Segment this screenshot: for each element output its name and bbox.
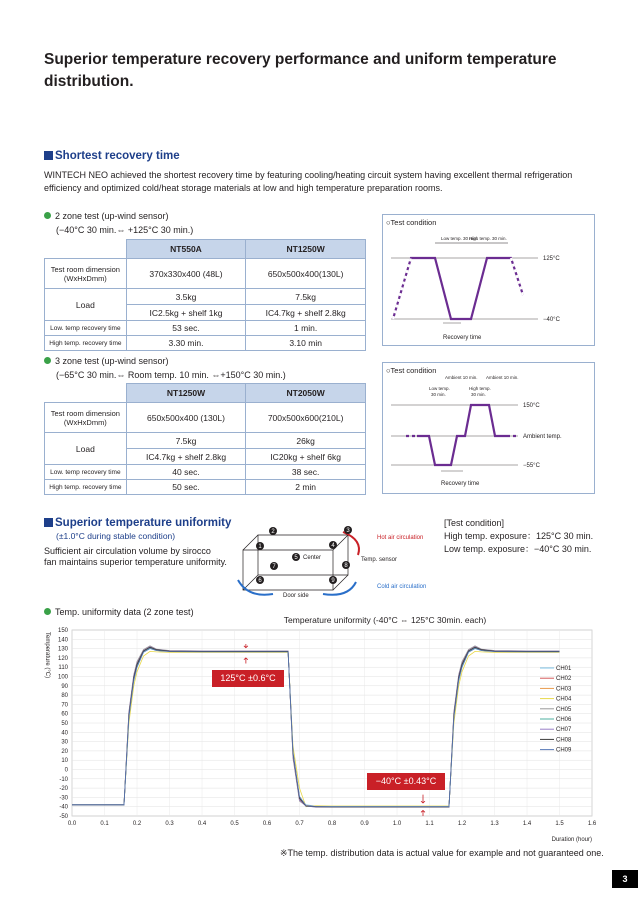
legend-label-ch08: CH08 xyxy=(556,737,572,744)
test3-dim-label-1: Test room dimension xyxy=(50,408,120,418)
test3-high-1: 50 sec. xyxy=(126,480,246,495)
arrow-down-icon xyxy=(421,795,425,803)
test2-high-note: High temp. 30 min. xyxy=(469,236,507,241)
series-line-ch03 xyxy=(72,648,560,807)
green-bullet-icon xyxy=(44,357,51,364)
low-annotation: −40°C ±0.43°C xyxy=(367,773,445,790)
point-1: 1 xyxy=(258,544,262,550)
y-tick-label: 10 xyxy=(61,758,68,765)
x-tick-label: 0.0 xyxy=(67,821,77,827)
high-annotation: 125°C ±0.6°C xyxy=(212,670,284,687)
cond-low: Low temp. exposure：−40°C 30 min. xyxy=(444,544,592,554)
y-tick-label: 80 xyxy=(61,693,68,700)
x-tick-label: 0.5 xyxy=(230,821,239,827)
uniformity-desc-2: fan maintains superior temperature uniformity. xyxy=(44,557,227,567)
arrow-down-icon xyxy=(244,644,248,648)
chamber-diagram xyxy=(228,520,438,602)
hot-air-label: Hot air circulation xyxy=(377,535,424,541)
recovery-description: WINTECH NEO achieved the shortest recovery time by featuring cooling/heating circuit system having excellent thermal refrigeration efficiency and optimized cold/heat storage materials at low and high temperature preparation rooms. xyxy=(44,170,573,193)
series-line-ch05 xyxy=(72,646,560,807)
y-tick-label: 20 xyxy=(61,748,68,755)
recovery-heading-text: Shortest recovery time xyxy=(55,150,180,162)
y-tick-label: 130 xyxy=(57,646,68,653)
square-bullet-icon xyxy=(44,151,53,160)
series-line-ch02 xyxy=(72,647,560,807)
y-tick-label: 120 xyxy=(57,655,68,662)
test2-load-label: Load xyxy=(45,289,127,321)
y-tick-label: 90 xyxy=(61,683,68,690)
test2-low-note: Low temp. 30 min. xyxy=(441,236,478,241)
test2-low-2: 1 min. xyxy=(246,321,366,336)
test2-title-text: 2 zone test (up-wind sensor) xyxy=(55,211,169,221)
x-tick-label: 0.7 xyxy=(295,821,304,827)
y-tick-label: -50 xyxy=(59,814,68,820)
point-9: 9 xyxy=(331,578,335,584)
test3-title xyxy=(44,355,169,368)
y-tick-label: 40 xyxy=(61,730,68,737)
series-line-ch04 xyxy=(72,651,560,806)
test2-load-2b: IC4.7kg + shelf 2.8kg xyxy=(246,305,366,321)
square-bullet-icon xyxy=(44,518,53,527)
x-tick-label: 1.2 xyxy=(457,821,467,827)
x-tick-label: 1.1 xyxy=(425,821,434,827)
test2-table xyxy=(44,239,366,351)
legend-label-ch05: CH05 xyxy=(556,706,572,713)
x-tick-label: 1.6 xyxy=(587,821,597,827)
test3-condition: (−65°C 30 min.⇔ Room temp. 10 min. ⇔+150°C 30 min.) xyxy=(56,370,286,380)
chart-title: Temperature uniformity (-40°C ⇔ 125°C 30min. each) xyxy=(283,615,487,625)
test3-cond-graph xyxy=(383,363,594,493)
series-line-ch01 xyxy=(72,649,560,807)
test2-cond-title: ○Test condition xyxy=(386,218,437,227)
x-tick-label: 0.9 xyxy=(360,821,369,827)
y-tick-label: 150 xyxy=(57,628,68,634)
test2-cond-graph xyxy=(383,215,594,345)
test3-upper: 150°C xyxy=(523,403,540,409)
point-4: 4 xyxy=(331,543,335,549)
series-line-ch07 xyxy=(72,647,560,807)
test2-condition: (−40°C 30 min.⇔ +125°C 30 min.) xyxy=(56,225,194,235)
test3-high-label: High temp. recovery time xyxy=(45,480,127,495)
test3-model-2: NT2050W xyxy=(246,384,366,403)
x-axis-label: Duration (hour) xyxy=(551,837,592,843)
test3-ambient: Ambient temp. xyxy=(523,434,562,440)
y-tick-label: 110 xyxy=(58,665,68,672)
x-tick-label: 0.6 xyxy=(262,821,272,827)
test2-model-1: NT550A xyxy=(126,240,246,259)
recovery-heading xyxy=(44,150,180,162)
legend-label-ch04: CH04 xyxy=(556,696,572,703)
door-side-label: Door side xyxy=(283,593,309,599)
green-bullet-icon xyxy=(44,212,51,219)
test2-dim-1: 370x330x400 (48L) xyxy=(126,259,246,289)
test3-ambient2: Ambient 10 min. xyxy=(486,375,519,380)
test2-dim-label-2: (WxHxDmm) xyxy=(63,273,107,283)
x-tick-label: 0.8 xyxy=(327,821,337,827)
cond-title: [Test condition] xyxy=(444,518,505,528)
test2-dim-label xyxy=(45,259,127,289)
footnote: ※The temp. distribution data is actual value for example and not guaranteed one. xyxy=(280,848,604,858)
test3-load-2a: 26kg xyxy=(246,433,366,449)
test3-high-note-1: High temp. xyxy=(469,386,491,391)
test3-dim-label xyxy=(45,403,127,433)
test2-dim-2: 650x500x400(130L) xyxy=(246,259,366,289)
test3-model-1: NT1250W xyxy=(126,384,246,403)
test3-low-note-1: Low temp. xyxy=(429,386,450,391)
test2-load-1a: 3.5kg xyxy=(126,289,246,305)
uniformity-heading xyxy=(44,517,231,529)
test3-low-1: 40 sec. xyxy=(126,465,246,480)
y-tick-label: -20 xyxy=(59,786,68,793)
arrow-up-icon xyxy=(244,658,248,664)
test2-lower: −40°C xyxy=(543,317,560,323)
y-tick-label: -10 xyxy=(59,776,68,783)
point-7: 7 xyxy=(272,564,276,570)
test3-title-text: 3 zone test (up-wind sensor) xyxy=(55,356,169,366)
series-line-ch06 xyxy=(72,648,560,807)
test2-low-label: Low. temp recovery time xyxy=(45,321,127,336)
legend-label-ch06: CH06 xyxy=(556,717,572,723)
test3-dim-2: 700x500x600(210L) xyxy=(246,403,366,433)
legend-label-ch01: CH01 xyxy=(556,666,572,672)
point-6: 6 xyxy=(258,578,262,584)
test2-load-1b: IC2.5kg + shelf 1kg xyxy=(126,305,246,321)
test3-table xyxy=(44,383,366,495)
test3-dim-1: 650x500x400 (130L) xyxy=(126,403,246,433)
test3-load-1b: IC4.7kg + shelf 2.8kg xyxy=(126,449,246,465)
legend-label-ch03: CH03 xyxy=(556,686,572,693)
series-line-ch09 xyxy=(72,648,560,806)
test3-condition-diagram xyxy=(382,362,595,494)
test2-upper: 125°C xyxy=(543,256,560,262)
test2-title xyxy=(44,210,169,223)
test3-high-note-2: 30 min. xyxy=(471,392,486,397)
test3-load-2b: IC20kg + shelf 6kg xyxy=(246,449,366,465)
x-tick-label: 0.4 xyxy=(197,821,207,827)
test3-ambient1: Ambient 10 min. xyxy=(445,375,478,380)
x-tick-label: 1.0 xyxy=(392,821,402,827)
test2-dim-label-1: Test room dimension xyxy=(50,264,120,274)
x-tick-label: 0.1 xyxy=(100,821,109,827)
y-tick-label: -30 xyxy=(59,795,68,802)
uniformity-sub: (±1.0°C during stable condition) xyxy=(56,531,176,541)
x-tick-label: 0.3 xyxy=(165,821,174,827)
test2-recovery: Recovery time xyxy=(443,335,482,341)
test2-high-2: 3.10 min xyxy=(246,336,366,351)
test2-condition-diagram xyxy=(382,214,595,346)
point-5: 5 xyxy=(294,555,298,561)
test3-dim-label-2: (WxHxDmm) xyxy=(63,417,107,427)
y-tick-label: 0 xyxy=(64,767,68,774)
legend-label-ch07: CH07 xyxy=(556,727,572,734)
y-tick-label: 60 xyxy=(61,711,68,718)
y-tick-label: 140 xyxy=(57,637,68,644)
test3-low-2: 38 sec. xyxy=(246,465,366,480)
temp-sensor-label: Temp. sensor xyxy=(361,557,398,563)
point-2: 2 xyxy=(271,529,275,535)
test2-low-1: 53 sec. xyxy=(126,321,246,336)
center-label: Center xyxy=(303,555,322,561)
y-tick-label: 70 xyxy=(61,702,68,709)
point-3: 3 xyxy=(346,528,350,534)
test2-high-label: High temp. recovery time xyxy=(45,336,127,351)
x-tick-label: 1.4 xyxy=(522,821,532,827)
uniformity-chart xyxy=(0,612,638,848)
test2-load-2a: 7.5kg xyxy=(246,289,366,305)
test3-low-note-2: 30 min. xyxy=(431,392,446,397)
page-number: 3 xyxy=(612,870,638,888)
test3-load-label: Load xyxy=(45,433,127,465)
legend-label-ch02: CH02 xyxy=(556,676,572,683)
test3-lower: −55°C xyxy=(523,463,540,469)
test3-load-1a: 7.5kg xyxy=(126,433,246,449)
test2-model-2: NT1250W xyxy=(246,240,366,259)
y-tick-label: -40 xyxy=(59,804,68,811)
page-title: Superior temperature recovery performance and uniform temperature distribution. xyxy=(44,51,557,90)
y-tick-label: 100 xyxy=(57,674,68,681)
x-tick-label: 0.2 xyxy=(132,821,142,827)
cond-high: High temp. exposure：125°C 30 min. xyxy=(444,531,594,541)
uniformity-heading-text: Superior temperature uniformity xyxy=(55,517,232,529)
test3-cond-title: ○Test condition xyxy=(386,366,437,375)
test3-high-2: 2 min xyxy=(246,480,366,495)
y-tick-label: 50 xyxy=(61,721,68,727)
uniformity-desc-1: Sufficient air circulation volume by sirocco xyxy=(44,546,211,556)
arrow-up-icon xyxy=(421,810,425,816)
point-8: 8 xyxy=(344,563,348,569)
test3-recovery: Recovery time xyxy=(441,481,480,487)
series-line-ch08 xyxy=(72,647,560,807)
x-tick-label: 1.3 xyxy=(490,821,499,827)
test2-high-1: 3.30 min. xyxy=(126,336,246,351)
test3-low-label: Low. temp recovery time xyxy=(45,465,127,480)
cold-air-label: Cold air circulation xyxy=(377,584,427,590)
uniformity-data-title-text: Temp. uniformity data (2 zone test) xyxy=(55,607,194,617)
legend-label-ch09: CH09 xyxy=(556,747,572,754)
y-axis-label: Temperature (°C) xyxy=(44,632,50,679)
y-tick-label: 30 xyxy=(61,739,68,746)
x-tick-label: 1.5 xyxy=(555,821,564,827)
